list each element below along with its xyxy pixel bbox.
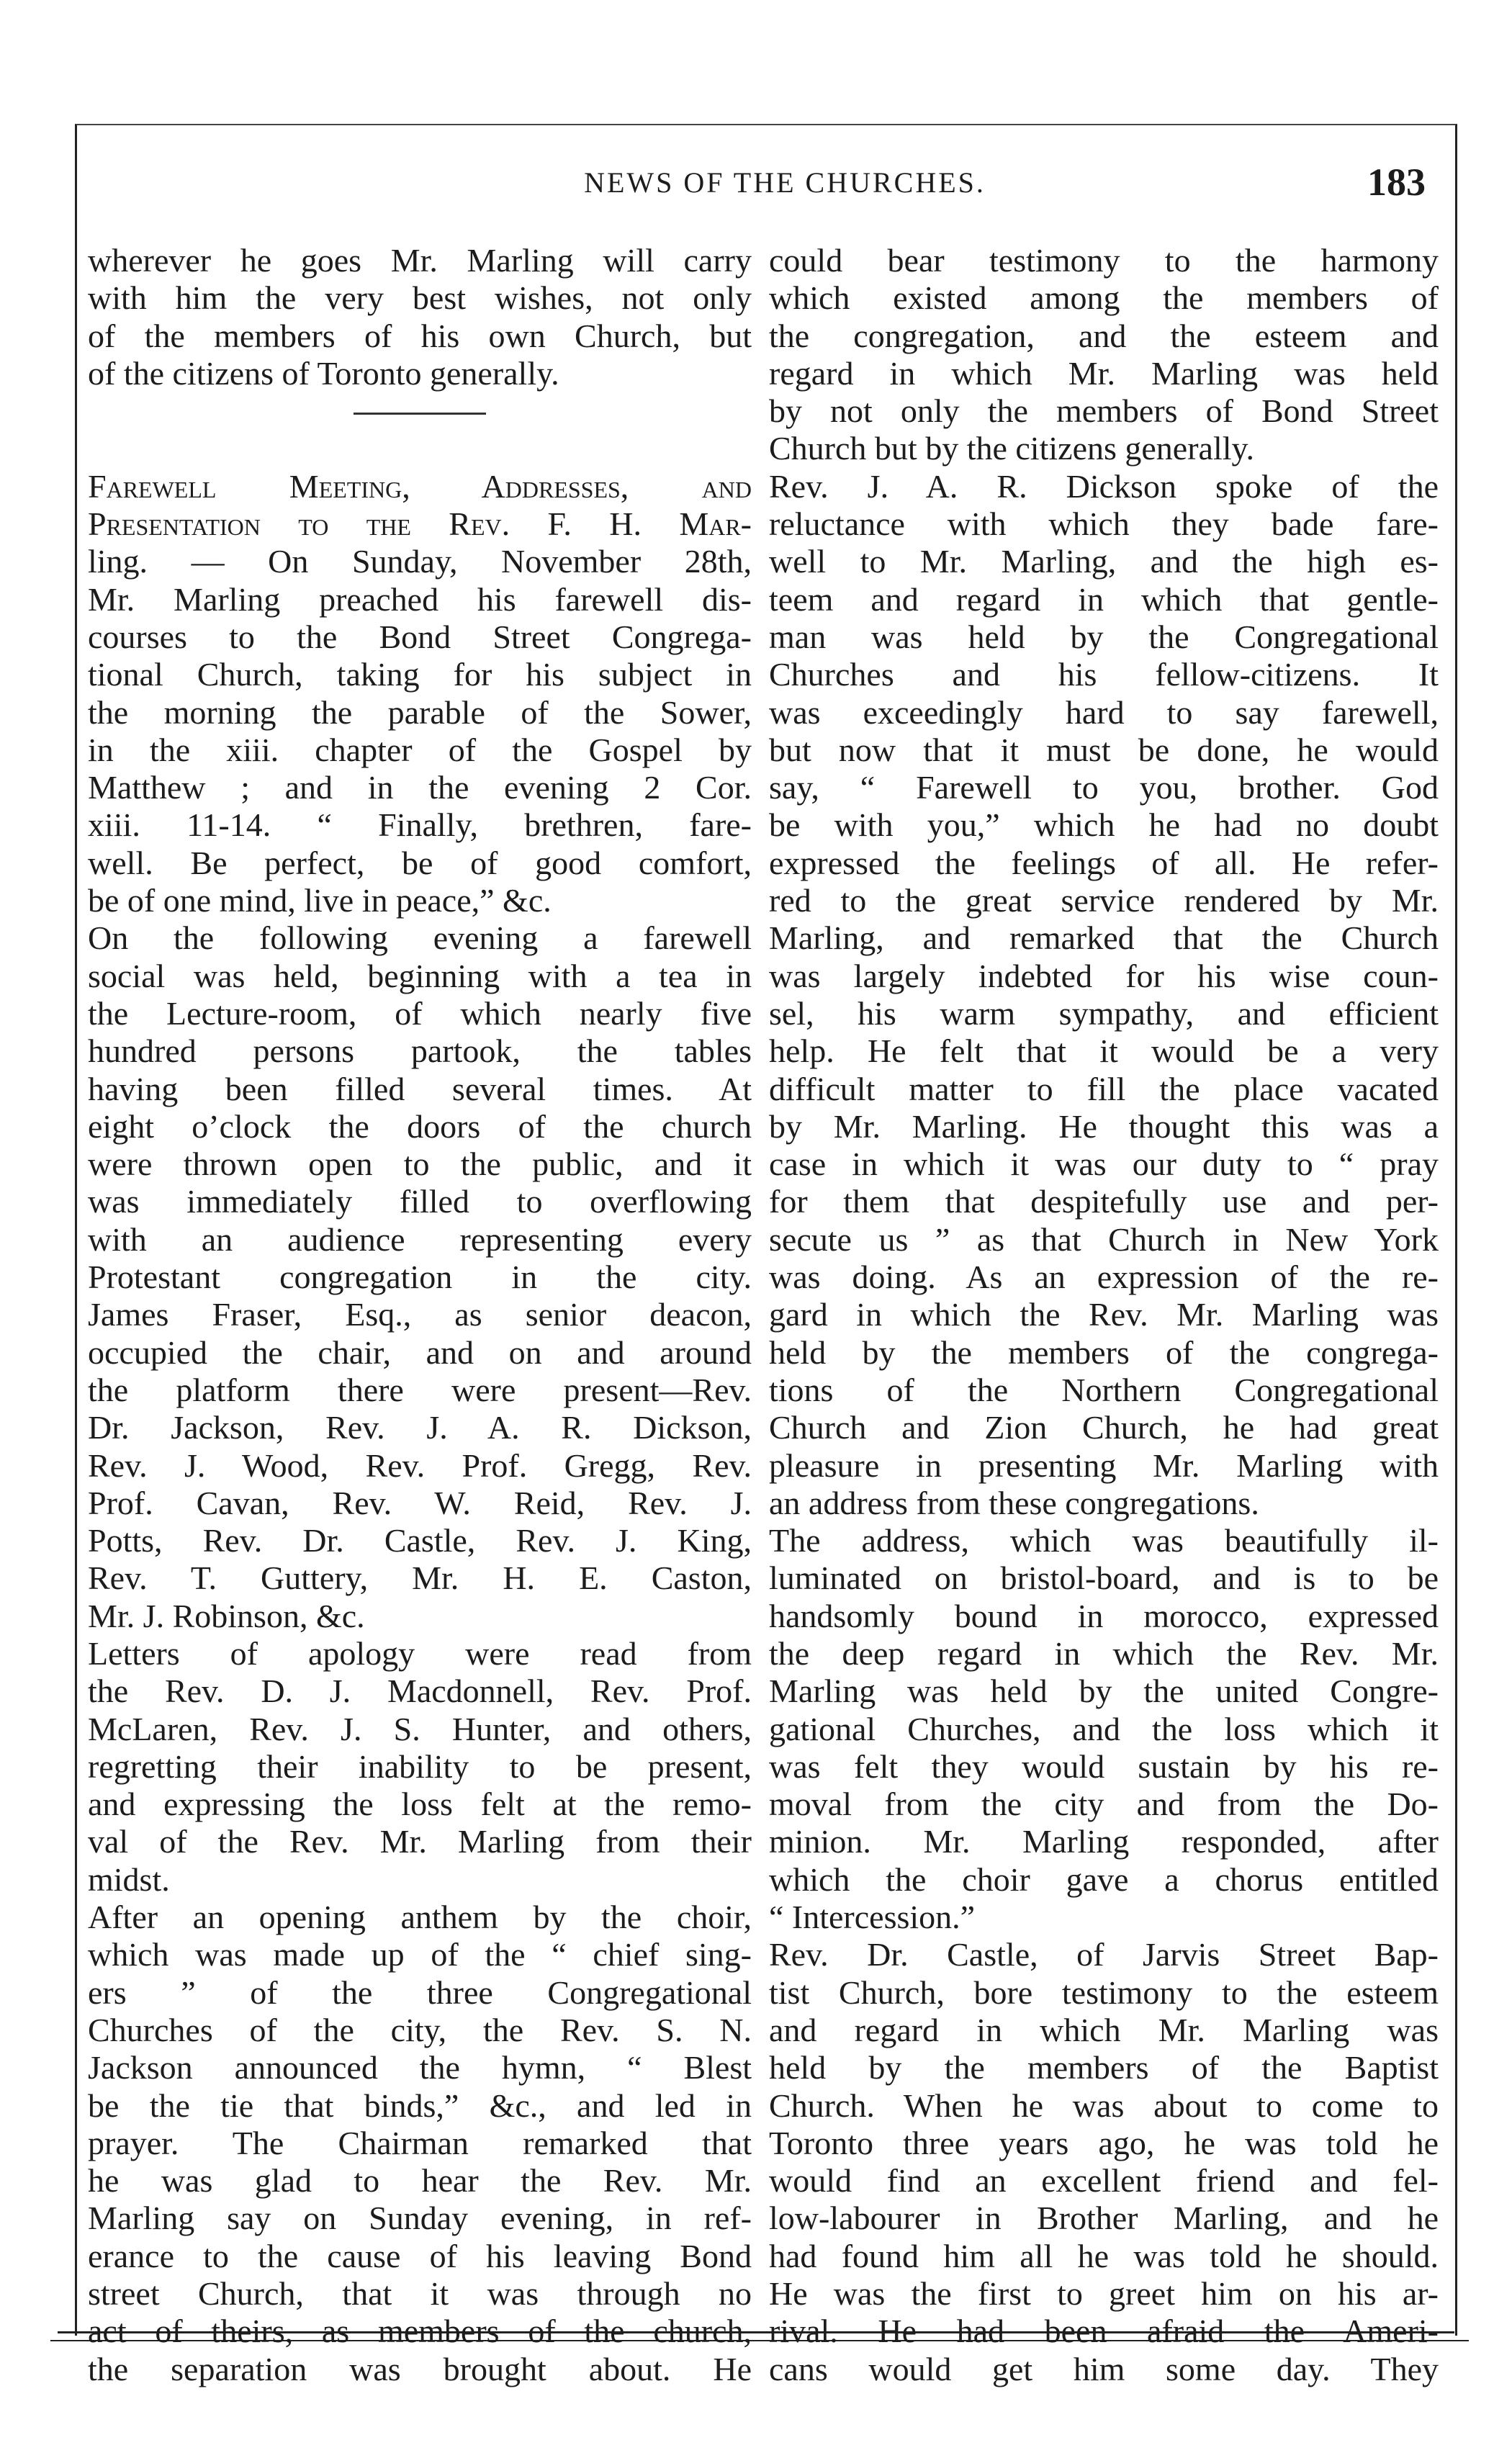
text-line: difficult matter to fill the place vacated — [769, 1070, 1439, 1107]
section-separator — [88, 392, 752, 430]
text-line: having been filled several times. At — [88, 1070, 752, 1107]
text-line: be with you,” which he had no doubt — [769, 806, 1439, 844]
text-line: Church. When he was about to come to — [769, 2086, 1439, 2124]
text-line: was exceedingly hard to say farewell, — [769, 693, 1439, 731]
text-line: val of the Rev. Mr. Marling from their — [88, 1823, 752, 1860]
text-line: well. Be perfect, be of good comfort, — [88, 844, 752, 881]
text-line: hundred persons partook, the tables — [88, 1032, 752, 1070]
text-line: reluctance with which they bade fare- — [769, 505, 1439, 543]
text-line: could bear testimony to the harmony — [769, 242, 1439, 279]
text-line: Letters of apology were read from — [88, 1634, 752, 1672]
text-line: prayer. The Chairman remarked that — [88, 2124, 752, 2161]
text-line: rival. He had been afraid the Ameri- — [769, 2313, 1439, 2350]
text-line: After an opening anthem by the choir, — [88, 1899, 752, 1936]
text-line: which was made up of the “ chief sing- — [88, 1936, 752, 1973]
text-line: wherever he goes Mr. Marling will carry — [88, 242, 752, 279]
text-line: regard in which Mr. Marling was held — [769, 354, 1439, 392]
text-line: of the citizens of Toronto generally. — [88, 354, 559, 392]
text-line: Toronto three years ago, he was told he — [769, 2124, 1439, 2161]
text-line: Marling was held by the united Congre- — [769, 1673, 1439, 1710]
text-line: tist Church, bore testimony to the esteem — [769, 1973, 1439, 2011]
text-line: say, “ Farewell to you, brother. God — [769, 769, 1439, 806]
text-line: was immediately filled to overflowing — [88, 1183, 752, 1220]
text-line: Mr. Marling preached his farewell dis- — [88, 580, 752, 618]
text-line: had found him all he was told he should. — [769, 2237, 1439, 2274]
text-line: expressed the feelings of all. He refer- — [769, 844, 1439, 881]
text-line: case in which it was our duty to “ pray — [769, 1145, 1439, 1183]
running-head — [101, 160, 1469, 203]
text-line: Dr. Jackson, Rev. J. A. R. Dickson, — [88, 1409, 752, 1446]
text-line: Rev. J. Wood, Rev. Prof. Gregg, Rev. — [88, 1446, 752, 1484]
text-line: low-labourer in Brother Marling, and he — [769, 2200, 1439, 2237]
text-line: well to Mr. Marling, and the high es- — [769, 543, 1439, 580]
text-line: regretting their inability to be present, — [88, 1747, 752, 1785]
text-line: the platform there were present—Rev. — [88, 1371, 752, 1408]
text-line: teem and regard in which that gentle- — [769, 580, 1439, 618]
text-line: by Mr. Marling. He thought this was a — [769, 1107, 1439, 1145]
text-line: but now that it must be done, he would — [769, 731, 1439, 768]
text-line: with him the very best wishes, not only — [88, 279, 752, 317]
text-line: of the members of his own Church, but — [88, 317, 752, 354]
text-line: which existed among the members of — [769, 279, 1439, 317]
text-line: was felt they would sustain by his re- — [769, 1747, 1439, 1785]
text-line: in the xiii. chapter of the Gospel by — [88, 731, 752, 768]
page-number: 183 — [1367, 161, 1426, 204]
text-line: luminated on bristol-board, and is to be — [769, 1559, 1439, 1597]
text-line: eight o’clock the doors of the church — [88, 1107, 752, 1145]
text-line: moval from the city and from the Do- — [769, 1786, 1439, 1823]
section-heading-line: Farewell Meeting, Addresses, and — [88, 467, 752, 505]
text-line: the Lecture-room, of which nearly five — [88, 994, 752, 1032]
text-line: an address from these congregations. — [769, 1484, 1259, 1521]
text-line: tional Church, taking for his subject in — [88, 656, 752, 693]
text-line: ers ” of the three Congregational — [88, 1973, 752, 2011]
text-line: help. He felt that it would be a very — [769, 1032, 1439, 1070]
text-line: Rev. Dr. Castle, of Jarvis Street Bap- — [769, 1936, 1439, 1973]
text-line: social was held, beginning with a tea in — [88, 957, 752, 994]
section-heading-line: Presentation to the Rev. F. H. Mar- — [88, 505, 752, 543]
text-line: Mr. J. Robinson, &c. — [88, 1597, 365, 1634]
text-line: Potts, Rev. Dr. Castle, Rev. J. King, — [88, 1522, 752, 1559]
text-line: Jackson announced the hymn, “ Blest — [88, 2049, 752, 2086]
left-column — [88, 242, 752, 2388]
text-line: be the tie that binds,” &c., and led in — [88, 2086, 752, 2124]
text-line: red to the great service rendered by Mr. — [769, 882, 1439, 919]
text-line: Prof. Cavan, Rev. W. Reid, Rev. J. — [88, 1484, 752, 1521]
text-line: man was held by the Congregational — [769, 618, 1439, 655]
text-line: the deep regard in which the Rev. Mr. — [769, 1634, 1439, 1672]
text-line: Churches and his fellow-citizens. It — [769, 656, 1439, 693]
text-line: sel, his warm sympathy, and efficient — [769, 994, 1439, 1032]
text-line: occupied the chair, and on and around — [88, 1333, 752, 1371]
right-column — [769, 242, 1439, 2388]
text-line: gard in which the Rev. Mr. Marling was — [769, 1296, 1439, 1333]
text-line: James Fraser, Esq., as senior deacon, — [88, 1296, 752, 1333]
text-line: held by the members of the congrega- — [769, 1333, 1439, 1371]
text-line: the Rev. D. J. Macdonnell, Rev. Prof. — [88, 1673, 752, 1710]
text-line: He was the first to greet him on his ar- — [769, 2275, 1439, 2313]
text-line: he was glad to hear the Rev. Mr. — [88, 2162, 752, 2200]
text-line: held by the members of the Baptist — [769, 2049, 1439, 2086]
text-line: courses to the Bond Street Congrega- — [88, 618, 752, 655]
text-line: minion. Mr. Marling responded, after — [769, 1823, 1439, 1860]
text-line: Marling say on Sunday evening, in ref- — [88, 2200, 752, 2237]
text-line: Marling, and remarked that the Church — [769, 919, 1439, 957]
text-line: gational Churches, and the loss which it — [769, 1710, 1439, 1747]
text-line: for them that despitefully use and per- — [769, 1183, 1439, 1220]
text-line: was largely indebted for his wise coun- — [769, 957, 1439, 994]
text-line: street Church, that it was through no — [88, 2275, 752, 2313]
text-line: On the following evening a farewell — [88, 919, 752, 957]
text-line: McLaren, Rev. J. S. Hunter, and others, — [88, 1710, 752, 1747]
text-line: Rev. J. A. R. Dickson spoke of the — [769, 467, 1439, 505]
text-line: the morning the parable of the Sower, — [88, 693, 752, 731]
text-line: erance to the cause of his leaving Bond — [88, 2237, 752, 2274]
text-line: and expressing the loss felt at the remo- — [88, 1786, 752, 1823]
text-line: pleasure in presenting Mr. Marling with — [769, 1446, 1439, 1484]
text-line: Churches of the city, the Rev. S. N. — [88, 2011, 752, 2048]
text-line: and regard in which Mr. Marling was — [769, 2011, 1439, 2048]
text-line: Rev. T. Guttery, Mr. H. E. Caston, — [88, 1559, 752, 1597]
text-line: be of one mind, live in peace,” &c. — [88, 882, 552, 919]
text-line: Church and Zion Church, he had great — [769, 1409, 1439, 1446]
text-line: midst. — [88, 1860, 170, 1898]
text-line: The address, which was beautifully il- — [769, 1522, 1439, 1559]
text-line: “ Intercession.” — [769, 1899, 976, 1936]
text-line: were thrown open to the public, and it — [88, 1145, 752, 1183]
text-line: xiii. 11-14. “ Finally, brethren, fare- — [88, 806, 752, 844]
text-line: with an audience representing every — [88, 1220, 752, 1258]
text-line: act of theirs, as members of the church, — [88, 2313, 752, 2350]
text-line: Church but by the citizens generally. — [769, 430, 1255, 467]
text-line: Matthew ; and in the evening 2 Cor. — [88, 769, 752, 806]
text-line: Protestant congregation in the city. — [88, 1259, 752, 1296]
text-line: the congregation, and the esteem and — [769, 317, 1439, 354]
text-line: which the choir gave a chorus entitled — [769, 1860, 1439, 1898]
text-line: handsomly bound in morocco, expressed — [769, 1597, 1439, 1634]
blank-line — [88, 430, 752, 467]
text-line: tions of the Northern Congregational — [769, 1371, 1439, 1408]
running-title: NEWS OF THE CHURCHES. — [584, 166, 986, 199]
text-line: was doing. As an expression of the re- — [769, 1259, 1439, 1296]
text-line: by not only the members of Bond Street — [769, 392, 1439, 430]
text-line: cans would get him some day. They — [769, 2350, 1439, 2387]
text-line: secute us ” as that Church in New York — [769, 1220, 1439, 1258]
text-line: would find an excellent friend and fel- — [769, 2162, 1439, 2200]
text-line: the separation was brought about. He — [88, 2350, 752, 2387]
section-heading-line: ling. — On Sunday, November 28th, — [88, 543, 752, 580]
